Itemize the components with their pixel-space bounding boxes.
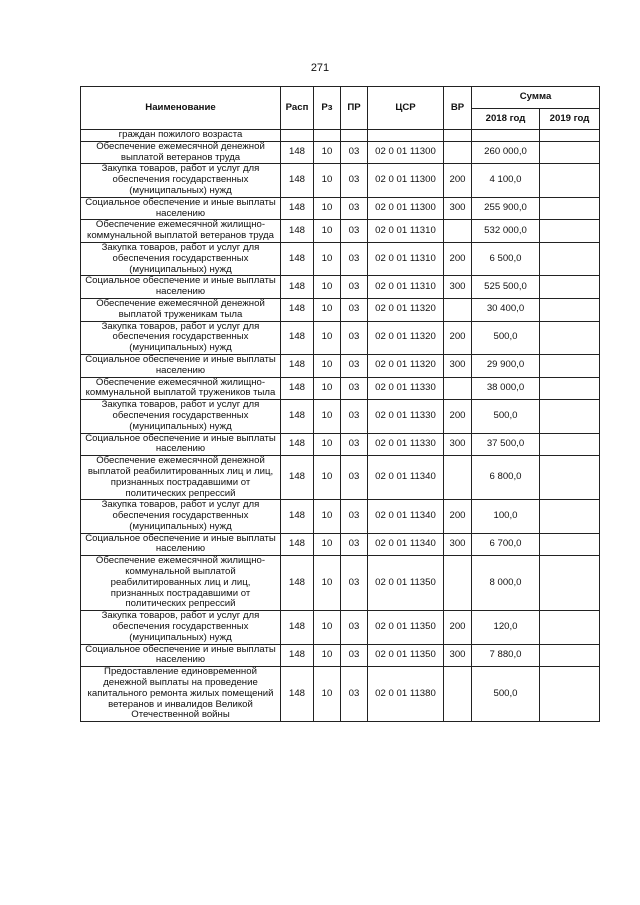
- row-sum-2018-cell: 30 400,0: [472, 298, 540, 321]
- row-rasp-cell: 148: [281, 500, 314, 533]
- row-vr-cell: 300: [444, 644, 472, 667]
- row-csr-cell: 02 0 01 11340: [368, 533, 444, 556]
- row-pr-cell: 03: [341, 242, 368, 275]
- row-sum-2018-cell: 37 500,0: [472, 433, 540, 456]
- row-rasp-cell: 148: [281, 556, 314, 611]
- row-sum-2018-cell: 525 500,0: [472, 276, 540, 299]
- row-rz-cell: 10: [314, 644, 341, 667]
- table-row: [81, 644, 600, 667]
- row-rasp-cell: 148: [281, 611, 314, 644]
- row-vr-cell: 200: [444, 400, 472, 433]
- row-sum-2018-cell: 6 800,0: [472, 456, 540, 500]
- row-rz-cell: 10: [314, 220, 341, 243]
- row-sum-2018-cell: 532 000,0: [472, 220, 540, 243]
- row-rz-cell: 10: [314, 433, 341, 456]
- row-sum-2019-cell: [540, 377, 600, 400]
- row-name-cell: Закупка товаров, работ и услуг для обеспечения государственных (муниципальных) нужд: [81, 164, 281, 197]
- row-pr-cell: 03: [341, 321, 368, 354]
- row-sum-2019-cell: [540, 298, 600, 321]
- budget-table: [80, 86, 600, 722]
- table-row: [81, 220, 600, 243]
- row-csr-cell: 02 0 01 11330: [368, 433, 444, 456]
- row-csr-cell: 02 0 01 11320: [368, 321, 444, 354]
- row-name-cell: Закупка товаров, работ и услуг для обеспечения государственных (муниципальных) нужд: [81, 242, 281, 275]
- table-row: [81, 556, 600, 611]
- header-vr: ВР: [444, 87, 472, 130]
- row-vr-cell: 300: [444, 533, 472, 556]
- row-name-cell: Закупка товаров, работ и услуг для обеспечения государственных (муниципальных) нужд: [81, 500, 281, 533]
- row-csr-cell: 02 0 01 11340: [368, 500, 444, 533]
- table-body: [81, 130, 600, 722]
- row-pr-cell: 03: [341, 354, 368, 377]
- row-sum-2018-cell: 6 500,0: [472, 242, 540, 275]
- row-name-cell: Социальное обеспечение и иные выплаты населению: [81, 276, 281, 299]
- row-sum-2018-cell: 260 000,0: [472, 141, 540, 164]
- row-vr-cell: [444, 456, 472, 500]
- row-rz-cell: 10: [314, 533, 341, 556]
- row-sum-2019-cell: [540, 164, 600, 197]
- row-rasp-cell: 148: [281, 354, 314, 377]
- row-vr-cell: 300: [444, 276, 472, 299]
- header-pr: ПР: [341, 87, 368, 130]
- row-rasp-cell: 148: [281, 456, 314, 500]
- row-vr-cell: 200: [444, 611, 472, 644]
- row-csr-cell: 02 0 01 11330: [368, 377, 444, 400]
- row-csr-cell: 02 0 01 11350: [368, 611, 444, 644]
- row-rz-cell: 10: [314, 242, 341, 275]
- row-csr-cell: [368, 130, 444, 142]
- row-pr-cell: 03: [341, 644, 368, 667]
- table-row: [81, 197, 600, 220]
- row-rasp-cell: 148: [281, 644, 314, 667]
- row-rasp-cell: 148: [281, 276, 314, 299]
- row-name-cell: Обеспечение ежемесячной жилищно-коммунальной выплатой ветеранов труда: [81, 220, 281, 243]
- row-rasp-cell: 148: [281, 242, 314, 275]
- row-csr-cell: 02 0 01 11320: [368, 354, 444, 377]
- row-sum-2019-cell: [540, 433, 600, 456]
- row-sum-2018-cell: 6 700,0: [472, 533, 540, 556]
- header-sum: Сумма: [472, 87, 600, 109]
- row-pr-cell: 03: [341, 377, 368, 400]
- row-pr-cell: 03: [341, 220, 368, 243]
- row-rz-cell: 10: [314, 141, 341, 164]
- row-sum-2018-cell: 500,0: [472, 321, 540, 354]
- row-sum-2018-cell: 7 880,0: [472, 644, 540, 667]
- row-rz-cell: 10: [314, 354, 341, 377]
- row-name-cell: Обеспечение ежемесячной денежной выплатой труженикам тыла: [81, 298, 281, 321]
- row-sum-2018-cell: 255 900,0: [472, 197, 540, 220]
- header-year-2019: 2019 год: [540, 109, 600, 130]
- row-vr-cell: 300: [444, 354, 472, 377]
- header-year-2018: 2018 год: [472, 109, 540, 130]
- row-vr-cell: 200: [444, 500, 472, 533]
- row-sum-2019-cell: [540, 276, 600, 299]
- table-row: [81, 354, 600, 377]
- row-sum-2018-cell: 29 900,0: [472, 354, 540, 377]
- row-csr-cell: 02 0 01 11330: [368, 400, 444, 433]
- row-sum-2019-cell: [540, 220, 600, 243]
- row-rz-cell: 10: [314, 164, 341, 197]
- row-sum-2019-cell: [540, 400, 600, 433]
- row-csr-cell: 02 0 01 11380: [368, 667, 444, 722]
- row-rz-cell: 10: [314, 667, 341, 722]
- row-rz-cell: 10: [314, 377, 341, 400]
- table-row: [81, 500, 600, 533]
- row-vr-cell: [444, 141, 472, 164]
- row-pr-cell: 03: [341, 456, 368, 500]
- row-rz-cell: 10: [314, 500, 341, 533]
- row-sum-2019-cell: [540, 130, 600, 142]
- row-sum-2018-cell: 4 100,0: [472, 164, 540, 197]
- row-pr-cell: 03: [341, 611, 368, 644]
- row-sum-2019-cell: [540, 556, 600, 611]
- row-csr-cell: 02 0 01 11300: [368, 141, 444, 164]
- row-vr-cell: [444, 667, 472, 722]
- row-rz-cell: 10: [314, 556, 341, 611]
- page-number: 271: [310, 62, 330, 74]
- table-row: [81, 164, 600, 197]
- row-pr-cell: 03: [341, 433, 368, 456]
- row-rasp-cell: [281, 130, 314, 142]
- row-rz-cell: 10: [314, 298, 341, 321]
- table-row: [81, 611, 600, 644]
- row-sum-2019-cell: [540, 667, 600, 722]
- row-csr-cell: 02 0 01 11310: [368, 276, 444, 299]
- row-vr-cell: [444, 377, 472, 400]
- header-rz: Рз: [314, 87, 341, 130]
- row-vr-cell: [444, 220, 472, 243]
- row-rz-cell: 10: [314, 197, 341, 220]
- row-vr-cell: 300: [444, 197, 472, 220]
- table-row: [81, 130, 600, 142]
- row-sum-2019-cell: [540, 321, 600, 354]
- row-sum-2018-cell: 8 000,0: [472, 556, 540, 611]
- row-name-cell: Обеспечение ежемесячной денежной выплатой реабилитированных лиц и лиц, признанных пострадавшими от политических репрессий: [81, 456, 281, 500]
- row-name-cell: Социальное обеспечение и иные выплаты населению: [81, 197, 281, 220]
- row-pr-cell: 03: [341, 533, 368, 556]
- row-vr-cell: 200: [444, 242, 472, 275]
- row-rasp-cell: 148: [281, 667, 314, 722]
- row-pr-cell: 03: [341, 276, 368, 299]
- row-sum-2019-cell: [540, 500, 600, 533]
- row-rasp-cell: 148: [281, 298, 314, 321]
- row-name-cell: граждан пожилого возраста: [81, 130, 281, 142]
- row-rz-cell: 10: [314, 321, 341, 354]
- row-csr-cell: 02 0 01 11310: [368, 220, 444, 243]
- table-row: [81, 298, 600, 321]
- row-sum-2018-cell: [472, 130, 540, 142]
- table-row: [81, 400, 600, 433]
- row-rasp-cell: 148: [281, 433, 314, 456]
- row-vr-cell: 200: [444, 164, 472, 197]
- row-pr-cell: 03: [341, 400, 368, 433]
- row-name-cell: Предоставление единовременной денежной выплаты на проведение капитального ремонта жилых помещений ветеранов и инвалидов Великой Отечественной войны: [81, 667, 281, 722]
- header-csr: ЦСР: [368, 87, 444, 130]
- row-sum-2018-cell: 38 000,0: [472, 377, 540, 400]
- row-rasp-cell: 148: [281, 141, 314, 164]
- header-name: Наименование: [81, 87, 281, 130]
- row-vr-cell: [444, 298, 472, 321]
- header-rasp: Расп: [281, 87, 314, 130]
- row-sum-2019-cell: [540, 242, 600, 275]
- row-sum-2019-cell: [540, 456, 600, 500]
- row-name-cell: Закупка товаров, работ и услуг для обеспечения государственных (муниципальных) нужд: [81, 400, 281, 433]
- row-pr-cell: [341, 130, 368, 142]
- row-csr-cell: 02 0 01 11350: [368, 644, 444, 667]
- table-row: [81, 377, 600, 400]
- row-csr-cell: 02 0 01 11340: [368, 456, 444, 500]
- row-name-cell: Обеспечение ежемесячной жилищно-коммунальной выплатой тружеников тыла: [81, 377, 281, 400]
- table-row: [81, 533, 600, 556]
- row-csr-cell: 02 0 01 11300: [368, 197, 444, 220]
- row-vr-cell: [444, 130, 472, 142]
- row-vr-cell: [444, 556, 472, 611]
- table-row: [81, 456, 600, 500]
- row-name-cell: Социальное обеспечение и иные выплаты населению: [81, 433, 281, 456]
- table-row: [81, 276, 600, 299]
- row-csr-cell: 02 0 01 11300: [368, 164, 444, 197]
- row-rasp-cell: 148: [281, 533, 314, 556]
- row-name-cell: Обеспечение ежемесячной денежной выплатой ветеранов труда: [81, 141, 281, 164]
- row-rasp-cell: 148: [281, 220, 314, 243]
- table-row: [81, 667, 600, 722]
- row-pr-cell: 03: [341, 141, 368, 164]
- row-name-cell: Социальное обеспечение и иные выплаты населению: [81, 644, 281, 667]
- row-rasp-cell: 148: [281, 164, 314, 197]
- row-sum-2018-cell: 500,0: [472, 400, 540, 433]
- row-rasp-cell: 148: [281, 321, 314, 354]
- row-rasp-cell: 148: [281, 197, 314, 220]
- row-pr-cell: 03: [341, 667, 368, 722]
- row-sum-2019-cell: [540, 533, 600, 556]
- row-vr-cell: 200: [444, 321, 472, 354]
- row-pr-cell: 03: [341, 556, 368, 611]
- row-rz-cell: 10: [314, 276, 341, 299]
- row-sum-2019-cell: [540, 197, 600, 220]
- row-csr-cell: 02 0 01 11350: [368, 556, 444, 611]
- row-pr-cell: 03: [341, 197, 368, 220]
- row-rz-cell: [314, 130, 341, 142]
- row-name-cell: Обеспечение ежемесячной жилищно-коммунальной выплатой реабилитированных лиц и лиц, признанных пострадавшими от политических репрессий: [81, 556, 281, 611]
- row-csr-cell: 02 0 01 11310: [368, 242, 444, 275]
- row-sum-2019-cell: [540, 644, 600, 667]
- row-rz-cell: 10: [314, 456, 341, 500]
- row-sum-2019-cell: [540, 141, 600, 164]
- row-rasp-cell: 148: [281, 400, 314, 433]
- row-name-cell: Социальное обеспечение и иные выплаты населению: [81, 354, 281, 377]
- table-row: [81, 141, 600, 164]
- row-vr-cell: 300: [444, 433, 472, 456]
- row-rz-cell: 10: [314, 400, 341, 433]
- row-sum-2019-cell: [540, 611, 600, 644]
- row-pr-cell: 03: [341, 298, 368, 321]
- row-rasp-cell: 148: [281, 377, 314, 400]
- row-pr-cell: 03: [341, 500, 368, 533]
- row-name-cell: Социальное обеспечение и иные выплаты населению: [81, 533, 281, 556]
- row-sum-2018-cell: 100,0: [472, 500, 540, 533]
- row-sum-2019-cell: [540, 354, 600, 377]
- row-name-cell: Закупка товаров, работ и услуг для обеспечения государственных (муниципальных) нужд: [81, 611, 281, 644]
- table-row: [81, 321, 600, 354]
- table-row: [81, 433, 600, 456]
- row-sum-2018-cell: 500,0: [472, 667, 540, 722]
- table-row: [81, 242, 600, 275]
- row-pr-cell: 03: [341, 164, 368, 197]
- row-name-cell: Закупка товаров, работ и услуг для обеспечения государственных (муниципальных) нужд: [81, 321, 281, 354]
- row-sum-2018-cell: 120,0: [472, 611, 540, 644]
- row-csr-cell: 02 0 01 11320: [368, 298, 444, 321]
- row-rz-cell: 10: [314, 611, 341, 644]
